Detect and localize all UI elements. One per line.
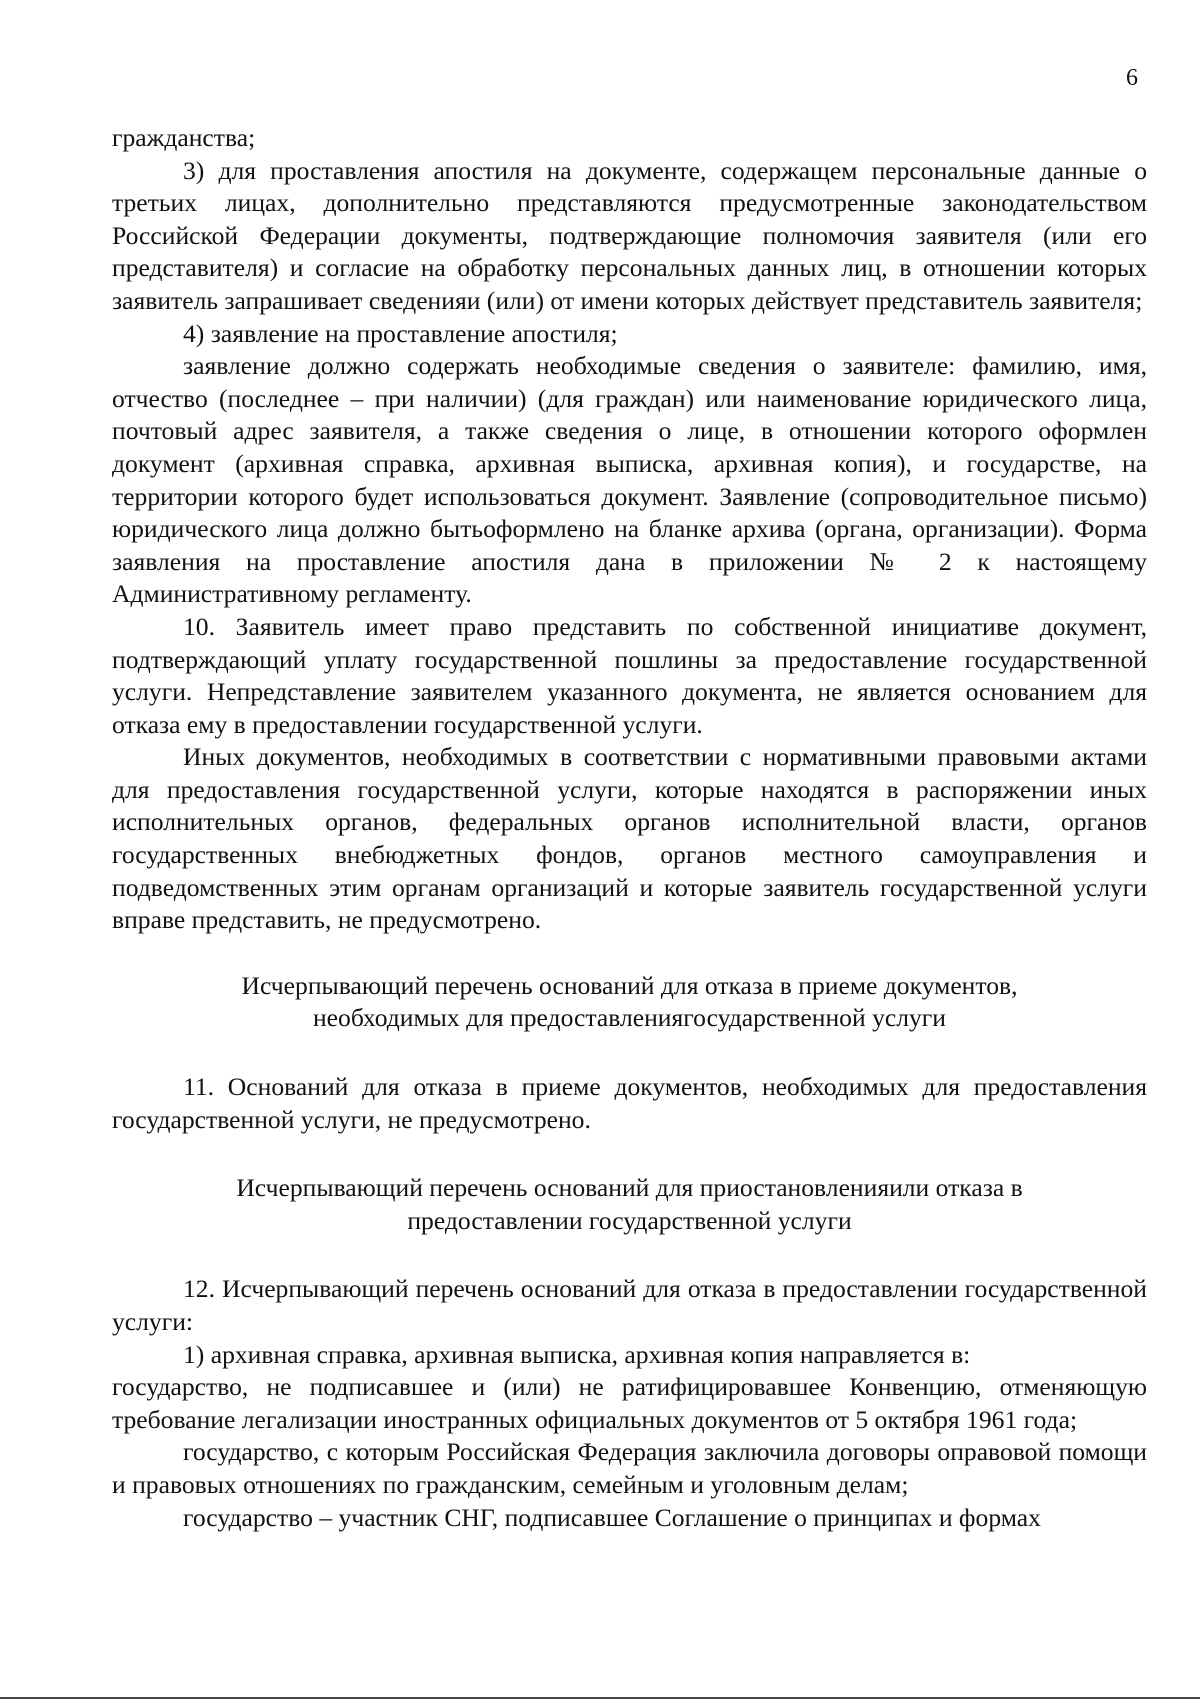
paragraph-12-item-1: 1) архивная справка, архивная выписка, архивная копия направляется в: bbox=[183, 1339, 971, 1369]
paragraph-item-4: 4) заявление на проставление апостиля; bbox=[183, 318, 618, 348]
paragraph-other-documents: Иных документов, необходимых в соответствии с нормативными правовыми актами для предоставления государственной услуги, которые находятся в распоряжении иных исполнительных органов, федеральных органов исполнительной власти, органов государственных внебюджетных фондов, органов местного самоуправления и подведомственных этим органам организаций и которые заявитель государственной услуги вправе представить, не предусмотрено. bbox=[112, 742, 1147, 935]
paragraph-application-requirements: заявление должно содержать необходимые сведения о заявителе: фамилию, имя, отчество (последнее – при наличии) (для граждан) или наименование юридического лица, почтовый адрес заявителя, а также сведения о лице, в отношении которого оформлен документ (архивная справка, архивная выписка, архивная копия), и государстве, на территории которого будет использоваться документ. Заявление (сопроводительное письмо) юридического лица должно бытьоформлено на бланке архива (органа, организации). Форма заявления на проставление апостиля дана в приложении № 2 к настоящему Административному регламенту. bbox=[112, 351, 1147, 609]
document-body bbox=[112, 122, 1147, 1534]
page-number: 6 bbox=[1126, 65, 1138, 91]
paragraph-10: 10. Заявитель имеет право представить по собственной инициативе документ, подтверждающий уплату государственной пошлины за предоставление государственной услуги. Непредставление заявителем указанного документа, не является основанием для отказа ему в предоставлении государственной услуги. bbox=[112, 611, 1147, 739]
paragraph-state-cis: государство – участник СНГ, подписавшее Соглашение о принципах и формах bbox=[183, 1502, 1041, 1532]
paragraph-state-treaty: государство, с которым Российская Федерация заключила договоры оправовой помощи и правовых отношениях по гражданским, семейным и уголовным делам; bbox=[112, 1437, 1147, 1499]
page-bottom-edge bbox=[0, 1697, 1200, 1699]
paragraph-11: 11. Оснований для отказа в приеме документов, необходимых для предоставления государственной услуги, не предусмотрено. bbox=[112, 1072, 1147, 1134]
paragraph-12: 12. Исчерпывающий перечень оснований для отказа в предоставлении государственной услуги: bbox=[112, 1274, 1147, 1336]
paragraph-state-not-signed: государство, не подписавшее и (или) не ратифицировавшее Конвенцию, отменяющую требование легализации иностранных официальных документов от 5 октября 1961 года; bbox=[112, 1372, 1147, 1434]
paragraph-citizenship: гражданства; bbox=[112, 123, 256, 152]
section-heading-refusal-acceptance: Исчерпывающий перечень оснований для отказа в приеме документов, необходимых для предоставлениягосударственной услуги bbox=[241, 970, 1018, 1033]
paragraph-item-3: 3) для проставления апостиля на документе, содержащем персональные данные о третьих лицах, дополнительно представляются предусмотренные законодательством Российской Федерации документы, подтверждающие полномочия заявителя (или его представителя) и согласие на обработку персональных данных лиц, в отношении которых заявитель запрашивает сведенияи (или) от имени которых действует представитель заявителя; bbox=[112, 155, 1147, 315]
section-heading-suspension-refusal: Исчерпывающий перечень оснований для приостановленияили отказа в предоставлении государственной услуги bbox=[236, 1173, 1023, 1235]
